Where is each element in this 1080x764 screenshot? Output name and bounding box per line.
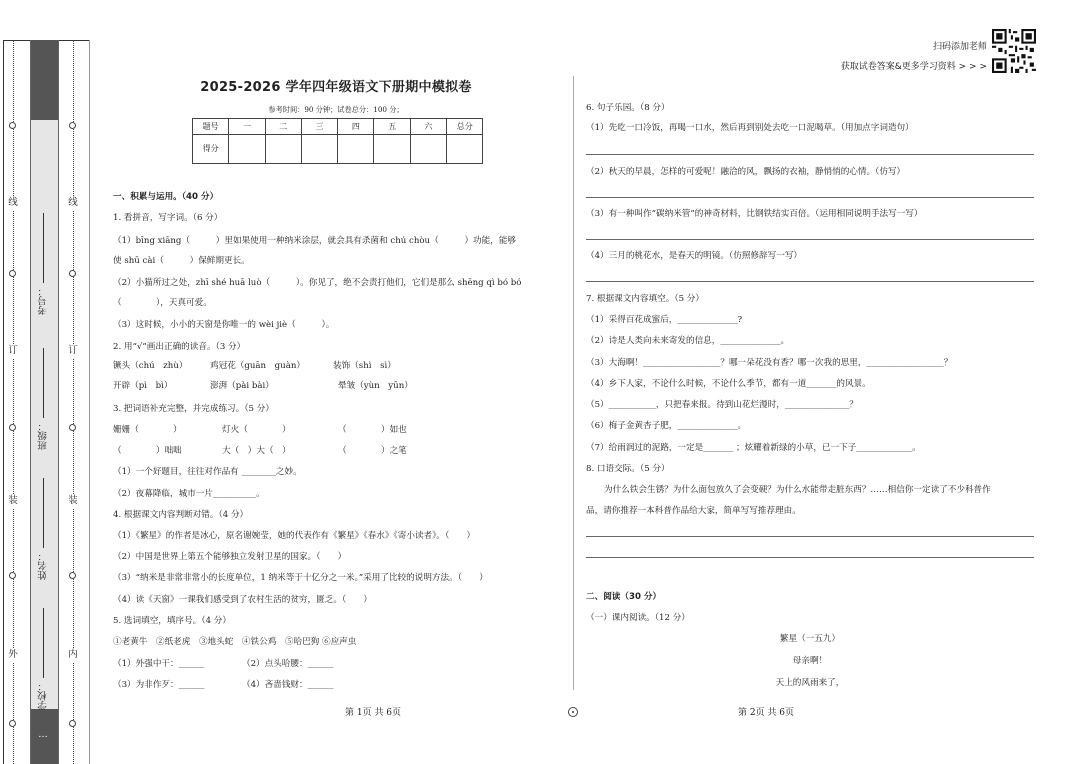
- binding-rail: [89, 40, 90, 764]
- q3-idiom: （ ）如也: [338, 425, 407, 435]
- score-header: 三: [301, 119, 337, 135]
- q2-item: 澎湃（pài bài）: [210, 381, 274, 391]
- score-cell[interactable]: [265, 135, 301, 164]
- score-header: 六: [410, 119, 446, 135]
- outer-hole: [9, 720, 16, 727]
- class-field[interactable]: [33, 330, 55, 450]
- question-3-1: （1）一个好题目，往往对作品有 ________之妙。: [113, 467, 302, 477]
- question-7: 7. 根据课文内容填空。（5 分）: [586, 294, 704, 304]
- question-8-text-2: 品，请你推荐一本科普作品给大家，简单写写推荐理由。: [586, 506, 801, 516]
- inner-label-xian: 线: [66, 196, 80, 210]
- question-5-options: ①老黄牛 ②纸老虎 ③地头蛇 ④铁公鸡 ⑤哈巴狗 ⑥应声虫: [113, 637, 357, 647]
- q2-item: 开辟（pì bì）: [113, 381, 173, 391]
- score-header: 题号: [193, 119, 229, 135]
- score-header: 二: [265, 119, 301, 135]
- exam-title: 2025-2026 学年四年级语文下册期中模拟卷: [200, 80, 472, 95]
- class-label: 班级：: [38, 421, 49, 450]
- inner-label-nei: 内: [66, 648, 80, 662]
- school-field[interactable]: [33, 600, 55, 710]
- binding-ellipsis: …: [38, 729, 48, 740]
- question-7-2: （2）诗是人类向未来寄发的信息，______________。: [586, 336, 790, 346]
- outer-hole: [9, 424, 16, 431]
- answer-line[interactable]: [586, 197, 1034, 198]
- q2-item: 装饰（shì sì）: [333, 361, 396, 371]
- question-4-1: （1）《繁星》的作者是冰心，原名谢婉莹，她的代表作有《繁星》《春水》《寄小读者》。（ ）: [113, 531, 476, 541]
- question-7-1: （1）采得百花成蜜后，______________?: [586, 315, 743, 325]
- score-table: [192, 118, 483, 164]
- name-label: 姓名：: [38, 551, 49, 580]
- question-1-2b: （ ），天真可爱。: [113, 298, 212, 308]
- poem-line-1: 母亲啊！: [792, 656, 828, 666]
- question-6: 6. 句子乐园。（8 分）: [586, 103, 670, 113]
- question-7-3: （3）大海啊！__________________？哪一朵花没有香？哪一次我的思里，__________________？: [586, 358, 953, 368]
- answer-line[interactable]: [586, 536, 1034, 537]
- q3-idiom: （ ）咄咄: [113, 446, 182, 456]
- q3-idiom: 大（ ）大（ ）: [222, 446, 291, 456]
- question-7-6: （6）梅子金黄杏子肥，______________。: [586, 421, 747, 431]
- inner-hole: [69, 720, 76, 727]
- inner-hole: [69, 424, 76, 431]
- resources-text: 获取试卷答案&更多学习资料 > > >: [840, 62, 987, 72]
- exam-number-field[interactable]: [33, 185, 55, 315]
- inner-label-zhuang: 装: [66, 494, 80, 508]
- q2-item: 鸡冠花（guān guàn）: [210, 361, 305, 371]
- reading-part-1: （一）课内阅读。（12 分）: [586, 613, 690, 623]
- question-6-3: （3）有一种叫作“碳纳米管”的神奇材料，比钢铁结实百倍。（运用相同说明手法写一写）: [586, 209, 923, 219]
- question-4-3: （3）“纳米是非常非常小的长度单位，1 纳米等于十亿分之一米。”采用了比较的说明方法。（ ）: [113, 573, 488, 583]
- question-1-3: （3）这时候，小小的天窗是你唯一的 wèi jiè（ ）。: [113, 320, 335, 330]
- question-4-4: （4）读《天窗》一课我们感受到了农村生活的贫穷，匮乏。（ ）: [113, 595, 372, 605]
- answer-line[interactable]: [586, 239, 1034, 240]
- question-6-1: （1）先吃一口冷饭，再喝一口水，然后再到别处去吃一口泥喝草。（用加点字词造句）: [586, 123, 914, 133]
- scan-teacher-text: 扫码添加老师: [932, 42, 987, 52]
- binding-frame-line: [3, 40, 4, 764]
- q5-blank: （3）为非作歹：______: [113, 680, 205, 690]
- question-1-1a: （1）bīng xiāng（ ）里如果使用一种纳米涂层，就会具有杀菌和 chú chòu（ ）功能，能够: [113, 236, 517, 246]
- outer-label-ding: 订: [6, 344, 20, 358]
- school-label: 学校：: [38, 681, 49, 710]
- q2-item: 镢头（chú zhù）: [113, 361, 188, 371]
- section-2-heading: 二、阅读（30 分）: [586, 592, 662, 602]
- question-7-7: （7）给雨润过的泥路，一定是_______ ；炫耀着新绿的小草，已一下子_____________。: [586, 443, 921, 453]
- question-8-text-1: 为什么铁会生锈？为什么面包放久了会变硬？为什么水能带走脏东西？……相信你一定读了不少科普作: [604, 485, 991, 495]
- outer-label-wai: 外: [6, 648, 20, 662]
- inner-label-ding: 订: [66, 344, 80, 358]
- question-3: 3. 把词语补充完整，并完成练习。（5 分）: [113, 404, 274, 414]
- score-cell[interactable]: [229, 135, 265, 164]
- outer-hole: [9, 270, 16, 277]
- info-band-top-block: [31, 40, 58, 120]
- exam-subtitle: 参考时间：90 分钟；试卷总分：100 分；: [268, 105, 404, 114]
- question-4: 4. 根据课文内容判断对错。（4 分）: [113, 510, 249, 520]
- score-header: 总分: [447, 119, 483, 135]
- inner-hole: [69, 572, 76, 579]
- outer-hole: [9, 572, 16, 579]
- question-6-4: （4）三月的桃花水，是春天的明镜。（仿照修辞写一写）: [586, 251, 803, 261]
- question-7-5: （5）___________，只把春来报。待到山花烂漫时，_______________？: [586, 400, 858, 410]
- poem-title: 繁星（一五九）: [779, 634, 841, 644]
- inner-hole: [69, 122, 76, 129]
- question-7-4: （4）乡下人家，不论什么时候，不论什么季节，都有一道_______的风景。: [586, 379, 871, 389]
- score-cell[interactable]: [338, 135, 374, 164]
- question-1: 1. 看拼音，写字词。（6 分）: [113, 213, 223, 223]
- q3-idiom: 灯火（ ）: [222, 425, 291, 435]
- score-header: 四: [338, 119, 374, 135]
- question-5: 5. 选词填空，填序号。（4 分）: [113, 616, 231, 626]
- outer-label-xian: 线: [6, 196, 20, 210]
- binding-strip: [0, 0, 92, 764]
- question-6-2: （2）秋天的早晨，怎样的可爱呢！融洽的风，飘扬的衣袖，静悄悄的心情。（仿写）: [586, 167, 906, 177]
- score-cell[interactable]: [374, 135, 410, 164]
- q3-idiom: （ ）之笔: [338, 446, 407, 456]
- question-8: 8. 口语交际。（5 分）: [586, 464, 670, 474]
- exam-number-label: 考号：: [38, 286, 49, 315]
- score-cell[interactable]: [410, 135, 446, 164]
- page-footer-right: 第 2页 共 6页: [738, 708, 795, 718]
- column-divider: [573, 76, 574, 690]
- inner-hole: [69, 270, 76, 277]
- question-1-1b: 使 shū cài（ ）保鲜期更长。: [113, 256, 250, 266]
- name-field[interactable]: [33, 470, 55, 580]
- question-2: 2. 用“√”画出正确的读音。（3 分）: [113, 342, 246, 352]
- score-row-label: 得分: [193, 135, 229, 164]
- score-cell[interactable]: [301, 135, 337, 164]
- answer-line[interactable]: [586, 557, 1034, 558]
- q5-blank: （4）吝啬钱财：______: [242, 680, 334, 690]
- qr-code-icon[interactable]: [992, 29, 1036, 73]
- question-1-2a: （2）小猫所过之处，zhī shé huā luò（ ）。你见了，绝不会责打他们，它们是那么 shēng qì bó bó: [113, 278, 522, 288]
- question-4-2: （2）中国是世界上第五个能够独立发射卫星的国家。（ ）: [113, 552, 347, 562]
- q5-blank: （1）外强中干：______: [113, 659, 205, 669]
- score-header: 一: [229, 119, 265, 135]
- q3-idiom: 姗姗（ ）: [113, 425, 182, 435]
- outer-label-zhuang: 装: [6, 494, 20, 508]
- answer-line[interactable]: [586, 154, 1034, 155]
- section-1-heading: 一、积累与运用。（40 分）: [113, 192, 219, 202]
- question-3-2: （2）夜幕降临，城市一片__________。: [113, 489, 265, 499]
- center-mark-icon: [568, 707, 578, 717]
- q5-blank: （2）点头哈腰：______: [242, 659, 334, 669]
- outer-hole: [9, 122, 16, 129]
- answer-line[interactable]: [586, 281, 1034, 282]
- q2-item: 晕皱（yùn yūn）: [338, 381, 413, 391]
- score-header: 五: [374, 119, 410, 135]
- poem-line-2: 天上的风雨来了，: [775, 678, 845, 688]
- page-footer-left: 第 1页 共 6页: [345, 708, 402, 718]
- score-cell[interactable]: [447, 135, 483, 164]
